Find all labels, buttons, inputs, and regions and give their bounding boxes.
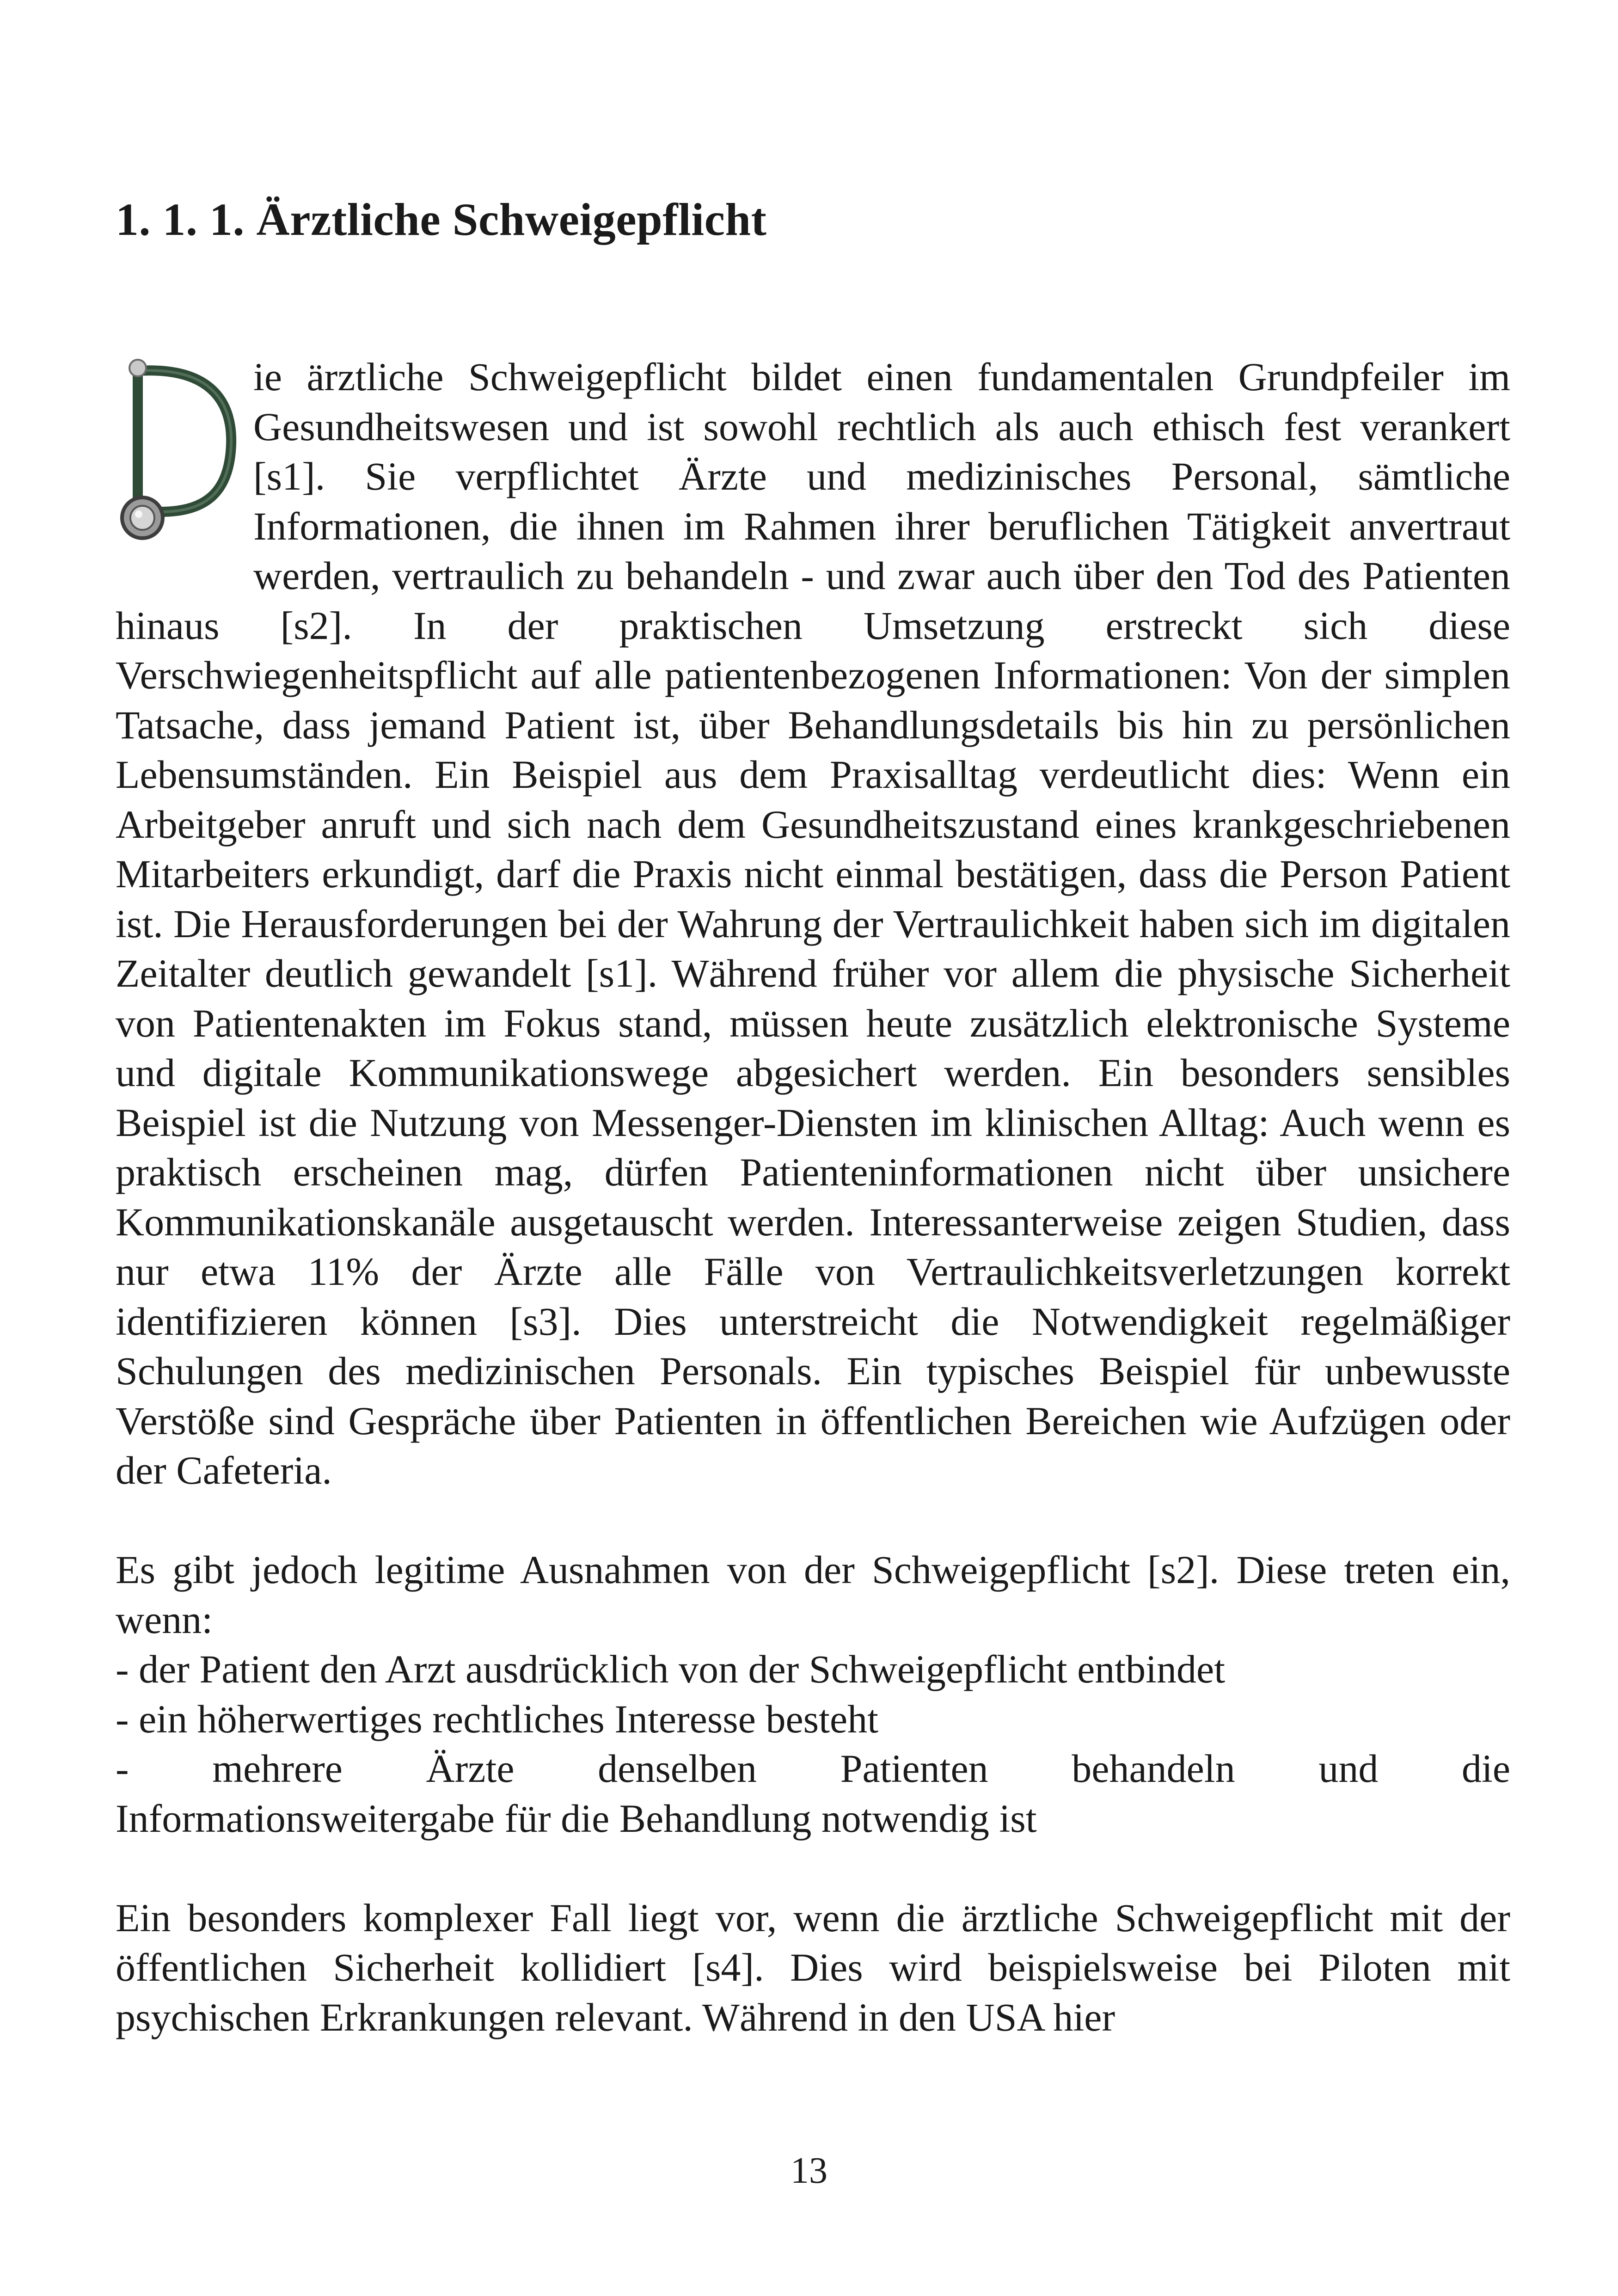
- list-item-continuation: Informationsweitergabe für die Behandlung notwendig ist: [116, 1796, 1037, 1841]
- paragraph-1-text: ie ärztliche Schweigepflicht bildet einen fundamentalen Grundpfeiler im Gesundheitswesen und ist sowohl rechtlich als auch ethisch fest verankert [s1]. Sie verpflichtet Ärzte und medizinisches Personal, sämtliche Informationen, die ihnen im Rahmen ihrer beruflichen Tätigkeit anvertraut werden, vertraulich zu behandeln - und zwar auch über den Tod des Patienten hinaus [s2]. In der praktischen Umsetzung erstreckt sich diese Verschwiegenheitspflicht auf alle patientenbezogenen Informationen: Von der simplen Tatsache, dass jemand Patient ist, über Behandlungsdetails bis hin zu persönlichen Lebensumständen. Ein Beispiel aus dem Praxisalltag verdeutlicht dies: Wenn ein Arbeitgeber anruft und sich nach dem Gesundheitszustand eines krankgeschriebenen Mitarbeiters erkundigt, darf die Praxis nicht einmal bestätigen, dass die Person Patient ist. Die Herausforderungen bei der Wahrung der Vertraulichkeit haben sich im digitalen Zeitalter deutlich gewandelt [s1]. Während früher vor allem die physische Sicherheit von Patientenakten im Fokus stand, müssen heute zusätzlich elektronische Systeme und digitale Kommunikationswege abgesichert werden. Ein besonders sensibles Beispiel ist die Nutzung von Messenger-Diensten im klinischen Alltag: Auch wenn es praktisch erscheinen mag, dürfen Patienteninformationen nicht über unsichere Kommunikationskanäle ausgetauscht werden. Interessanterweise zeigen Studien, dass nur etwa 11% der Ärzte alle Fälle von Vertraulichkeitsverletzungen korrekt identifizieren können [s3]. Dies unterstreicht die Notwendigkeit regelmäßiger Schulungen des medizinischen Personals. Ein typisches Beispiel für unbewusste Verstöße sind Gespräche über Patienten in öffentlichen Bereichen wie Aufzügen oder der Cafeteria.: [116, 355, 1510, 1492]
- list-item: - ein höherwertiges rechtliches Interesse besteht: [116, 1696, 879, 1741]
- section-title: 1. 1. 1. Ärztliche Schweigepflicht: [116, 194, 767, 245]
- list-item: - der Patient den Arzt ausdrücklich von der Schweigepflicht entbindet: [116, 1647, 1226, 1691]
- stethoscope-letter-d-icon: [110, 352, 249, 556]
- body-text: [116, 352, 1510, 2042]
- list-item: - mehrere Ärzte denselben Patienten behandeln und die: [116, 1746, 1510, 1791]
- paragraph-3: Ein besonders komplexer Fall liegt vor, wenn die ärztliche Schweigepflicht mit der öffentlichen Sicherheit kollidiert [s4]. Dies wird beispielsweise bei Piloten mit psychischen Erkrankungen relevant. Während in den USA hier: [116, 1895, 1510, 2039]
- paragraph-2-intro: Es gibt jedoch legitime Ausnahmen von der Schweigepflicht [s2]. Diese treten ein, wenn:: [116, 1547, 1510, 1642]
- page-number: 13: [791, 2150, 827, 2191]
- paragraph-1: [116, 352, 1510, 1496]
